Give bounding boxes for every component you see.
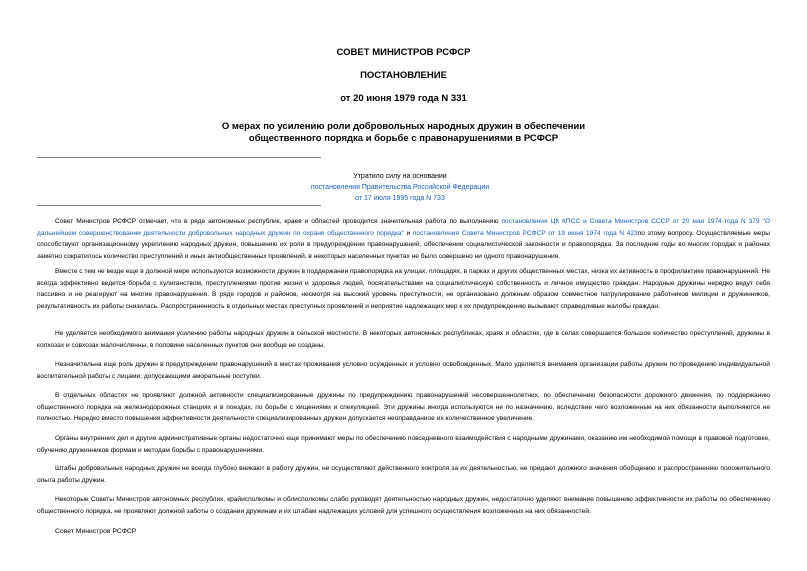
paragraph-text: Незначительна еще роль дружин в предупреждении правонарушений в местах проживания условно осужденных и условно освобожденных. Мало уделяется внимания организации работы дружин по проведению индивидуальной воспитательной работы с лицами, допускающими аморальные поступки.: [37, 361, 770, 380]
paragraph-text: Совет Министров РСФСР отмечает, что в ряде автономных республик, краев и областей проводится значительная работа по выполнению: [55, 218, 502, 225]
document-type: ПОСТАНОВЛЕНИЕ: [360, 70, 447, 81]
document-title-line-1: О мерах по усилению роли добровольных народных дружин в обеспечении: [221, 121, 586, 132]
paragraph-5: [37, 390, 770, 425]
paragraph-6: [37, 433, 770, 456]
paragraph-text: Штабы добровольных народных дружин не всегда глубоко вникают в работу дружин, не осуществляют действенного контроля за их деятельностью, не придают должного значения обобщению и распространению положительного опыта работы дружин.: [37, 465, 770, 484]
separator-rule-top: [37, 157, 321, 158]
separator-rule-bottom: [37, 205, 321, 206]
paragraph-text: Не уделяется необходимого внимания усилению работы народных дружин в сельской местности. В некоторых автономных республиках, краях и областях, где в селах совершается большое количество преступлений, дружины в колхозах и совхозах малочисленны, в половине населенных пунктов они вообще не созданы.: [37, 330, 770, 349]
issuing-body: СОВЕТ МИНИСТРОВ РСФСР: [336, 47, 471, 58]
paragraph-2: [37, 266, 770, 312]
cpsu-decree-link[interactable]: постановления ЦК КПСС и Совета Министров СССР от 20 мая 1974 года N 379 "О дальнейшем совершенствовании деятельности добровольных народных дружин по охране общественного порядка": [37, 218, 770, 237]
paragraph-text: и: [403, 229, 413, 237]
paragraph-3: [37, 328, 770, 351]
status-note-text: Утратило силу на основании: [353, 173, 447, 180]
document-title: [0, 121, 807, 145]
paragraph-4: [37, 359, 770, 382]
paragraph-text: по этому вопросу. Осуществляемые меры способствуют организационному укреплению народных дружин, повышению их роли в предупреждении правонарушений, обеспечении социалистической законности и правопорядка. За последние годы во многих городах и районах заметно сократилось количество преступлений и иных антиобщественных проявлений, в некоторых населенных пунктах не было совершено ни одного правонарушения.: [37, 229, 770, 260]
status-note: [300, 171, 500, 204]
closing-signature: Совет Министров РСФСР: [55, 528, 137, 535]
paragraph-text: В отдельных областях не проявляют должной активности специализированные дружины по предупреждению правонарушений несовершеннолетних, по обеспечению безопасности дорожного движения, по поддержанию общественного порядка на железнодорожных станциях и в поездах, по борьбе с хищениями и спекуляцией. Эти дружины иногда используются не по назначению, вследствие чего возложенные на них обязанности выполняются не полностью. Нередко вместо повышения эффективности деятельности специализированных дружин допускается неоправданное их количественное увеличение.: [37, 392, 770, 423]
paragraph-8: [37, 494, 770, 517]
paragraph-7: [37, 463, 770, 486]
repeal-decree-link-line-2[interactable]: от 17 июля 1995 года N 733: [355, 195, 445, 202]
paragraph-text: Вместе с тем не везде еще в должной мере используются возможности дружин в поддержании правопорядка на улицах, площадях, в парках и других общественных местах, низка их активность в профилактике правонарушений. Не всегда эффективно ведется борьба с хулиганством, преступлениями против жизни и здоровья людей, посягательствами на социалистическую собственность и личное имущество граждан. Народные дружины нередко ведут себя пассивно и не реагируют на многие правонарушения. В ряде городов и районов, несмотря на высокий уровень преступности, не организовано должным образом совместное патрулирование работников милиции и дружинников, результативность их работы снизилась. Распространенность в отдельных местах преступных проявлений и неприятие надлежащих мер к их предупреждению вызывают справедливые жалобы граждан.: [37, 268, 770, 310]
rsfsr-decree-link[interactable]: постановления Совета Министров РСФСР от 19 июня 1974 года N 423: [412, 229, 638, 237]
repeal-decree-link-line-1[interactable]: постановления Правительства Российской Федерации: [310, 184, 490, 191]
paragraph-text: Некоторые Советы Министров автономных республик, крайисполкомы и облисполкомы слабо руководят деятельностью народных дружин, недостаточно уделяют внимание повышению эффективности их работы по обеспечению общественного порядка, не проявляют должной заботы о создании дружинам и их штабам надлежащих условий для успешного осуществления возложенных на них обязанностей.: [37, 496, 770, 515]
document-date-number: от 20 июня 1979 года N 331: [340, 93, 467, 104]
paragraph-1: [37, 216, 770, 262]
document-title-line-2: общественного порядка и борьбе с правонарушениями в РСФСР: [248, 133, 559, 144]
paragraph-text: Органы внутренних дел и другие административные органы недостаточно еще принимают меры по обеспечению повседневного взаимодействия с народными дружинами, оказанию им необходимой помощи в правовой подготовке, обучению дружинников формам и методам борьбы с правонарушениями.: [37, 435, 770, 454]
